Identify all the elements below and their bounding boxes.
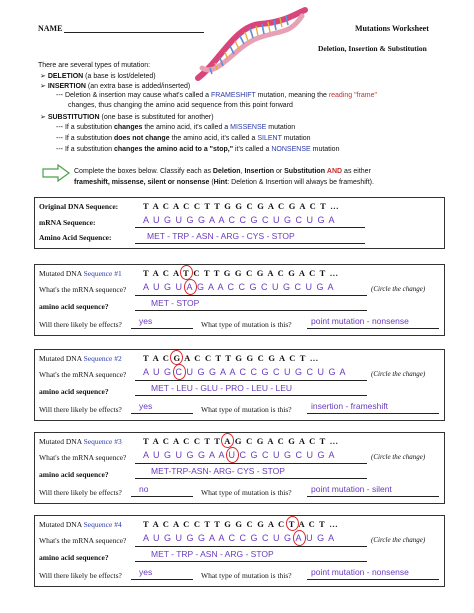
mutation-box: [34, 264, 445, 336]
name-blank[interactable]: [64, 32, 204, 33]
mrna-bases-after: G A A C C G C U G C U G A: [193, 282, 335, 292]
change-circle-icon: [184, 279, 197, 295]
nonsense-text-b: changes the amino acid to a "stop,": [113, 146, 234, 153]
intro-lead: There are several types of mutation:: [38, 62, 151, 69]
effects-blank: [131, 413, 193, 414]
mrna-answer[interactable]: [143, 533, 335, 543]
original-mrna-answer[interactable]: A U G U G G A A C C G C U G C U G A: [143, 215, 336, 225]
type-answer[interactable]: point mutation - nonsense: [311, 316, 409, 326]
mrna-changed-base: A: [187, 282, 194, 292]
dna-bases-after: A C T …: [295, 519, 339, 529]
mrna-answer[interactable]: [143, 282, 335, 292]
effects-question: Will there likely be effects?: [39, 405, 122, 414]
sequence-number: Sequence #4: [83, 520, 122, 529]
mutated-dna-text: Mutated DNA: [39, 520, 84, 529]
mrna-answer[interactable]: [143, 450, 336, 460]
instructions-or: or: [275, 168, 283, 175]
mutated-dna-text: Mutated DNA: [39, 354, 84, 363]
dna-changed-base: T: [289, 519, 296, 529]
effects-answer[interactable]: yes: [139, 316, 153, 326]
mrna-bases-after: U G G A A C C G C U G C U G A: [183, 367, 347, 377]
circle-change-note: (Circle the change): [371, 453, 426, 461]
mrna-changed-base: C: [176, 367, 184, 377]
name-label: NAME: [38, 24, 63, 33]
mrna-changed-base: U: [229, 450, 237, 460]
mrna-label: mRNA Sequence:: [39, 218, 96, 227]
instructions-types: frameshift, missense, silent or nonsense: [74, 179, 210, 186]
nonsense-line: [56, 146, 339, 153]
dna-changed-base: T: [183, 268, 190, 278]
mutated-dna-text: Mutated DNA: [39, 437, 84, 446]
aa-blank: [135, 310, 367, 311]
substitution-line: [40, 113, 214, 121]
reading-frame-term: reading "frame": [328, 92, 377, 99]
effects-blank: [131, 496, 193, 497]
type-blank: [307, 579, 439, 580]
original-dna-tail: …: [330, 201, 340, 211]
missense-term: MISSENSE: [230, 124, 267, 131]
missense-text-b: changes: [113, 124, 143, 131]
circle-change-note: (Circle the change): [371, 370, 426, 378]
type-blank: [307, 328, 439, 329]
sequence-number: Sequence #2: [83, 354, 122, 363]
mrna-bases-before: A U G U: [143, 282, 187, 292]
amino-acid-question: amino acid sequence?: [39, 470, 109, 479]
insertion-term: INSERTION: [47, 83, 86, 90]
instructions-substitution: Substitution: [284, 168, 325, 175]
frameshift-line: [56, 92, 377, 99]
type-question: What type of mutation is this?: [201, 320, 292, 329]
instructions-line1: Complete the boxes below. Classify each as Deletion, Insertion or Substitution AND as either: [74, 168, 371, 175]
dna-bases-before: T A C A C C T T: [143, 436, 225, 446]
mrna-blank: [135, 463, 367, 464]
amino-acid-answer[interactable]: MET-TRP-ASN- ARG- CYS - STOP: [151, 466, 285, 476]
amino-acid-question: amino acid sequence?: [39, 302, 109, 311]
frameshift-term: FRAMESHIFT: [211, 92, 256, 99]
mutation-box: [34, 515, 445, 587]
nonsense-text-a: --- If a substitution: [56, 146, 113, 153]
missense-line: [56, 124, 295, 131]
nonsense-text-c: it's called a: [235, 146, 270, 153]
mrna-bases-after: C G C U G C U G A: [236, 450, 336, 460]
nonsense-text-d: mutation: [312, 146, 340, 153]
amino-acid-question: amino acid sequence?: [39, 387, 109, 396]
frameshift-text-b: mutation, meaning the: [257, 92, 327, 99]
dna-bases-after: A C C T T G G C G A C T …: [181, 353, 320, 363]
silent-text-d: mutation: [283, 135, 311, 142]
missense-text-c: the amino acid, it's called a: [144, 124, 229, 131]
mrna-bases-before: A U G: [143, 367, 176, 377]
nonsense-term: NONSENSE: [271, 146, 311, 153]
dna-helix-icon: [190, 6, 310, 86]
aa-blank: [135, 478, 367, 479]
original-dna-sequence: [143, 201, 340, 211]
insertion-def: (an extra base is added/inserted): [87, 83, 191, 90]
deletion-def: (a base is lost/deleted): [85, 73, 156, 80]
mutated-dna-sequence: [143, 353, 319, 363]
instructions-text-a: Complete the boxes below. Classify each as: [74, 168, 211, 175]
mutated-dna-label: [39, 437, 122, 446]
silent-term: SILENT: [257, 135, 282, 142]
mrna-blank: [135, 227, 365, 228]
deletion-line: [40, 72, 156, 80]
original-sequence-box: [34, 197, 445, 249]
effects-question: Will there likely be effects?: [39, 488, 122, 497]
sequence-number: Sequence #1: [83, 269, 122, 278]
mrna-question: What's the mRNA sequence?: [39, 536, 127, 545]
frameshift-text-a: --- Deletion & insertion may cause what's called a: [56, 92, 210, 99]
type-answer[interactable]: insertion - frameshift: [311, 401, 388, 411]
amino-acid-label: Amino Acid Sequence:: [39, 233, 112, 242]
dna-bases-before: T A C: [143, 353, 174, 363]
circle-change-note: (Circle the change): [371, 285, 426, 293]
change-circle-icon: [173, 364, 186, 380]
mrna-bases-after: U G A: [302, 533, 336, 543]
mrna-question: What's the mRNA sequence?: [39, 285, 127, 294]
mrna-answer[interactable]: [143, 367, 347, 377]
effects-answer[interactable]: yes: [139, 401, 153, 411]
missense-text-a: --- If a substitution: [56, 124, 113, 131]
effects-blank: [131, 579, 193, 580]
instructions-text-b: as either: [344, 168, 371, 175]
effects-question: Will there likely be effects?: [39, 571, 122, 580]
effects-answer[interactable]: no: [139, 484, 149, 494]
mrna-blank: [135, 380, 367, 381]
change-circle-icon: [293, 530, 306, 546]
change-circle-icon: [286, 516, 299, 531]
mutated-dna-label: [39, 520, 122, 529]
mrna-question: What's the mRNA sequence?: [39, 370, 127, 379]
silent-text-c: the amino acid, it's called a: [171, 135, 256, 142]
aa-blank: [135, 395, 367, 396]
amino-acid-answer[interactable]: MET - TRP - ASN - ARG - STOP: [151, 549, 274, 559]
sequence-number: Sequence #3: [83, 437, 122, 446]
instructions-insertion: Insertion: [244, 168, 274, 175]
hint-label: Hint: [213, 179, 228, 186]
substitution-term: SUBSTITUTION: [47, 114, 100, 121]
aa-blank: [135, 561, 367, 562]
deletion-term: DELETION: [47, 73, 84, 80]
amino-acid-answer[interactable]: MET - STOP: [151, 298, 200, 308]
mutated-dna-sequence: [143, 519, 339, 529]
worksheet-title: Mutations Worksheet: [355, 24, 429, 33]
type-question: What type of mutation is this?: [201, 488, 292, 497]
dna-bases-before: T A C A: [143, 268, 184, 278]
original-aa-answer[interactable]: MET - TRP - ASN - ARG - CYS - STOP: [147, 231, 295, 241]
original-dna-label: Original DNA Sequence:: [39, 202, 119, 211]
change-circle-icon: [226, 447, 239, 463]
mutation-box: [34, 432, 445, 504]
arrow-bullet-icon: ➢: [40, 73, 46, 80]
missense-text-d: mutation: [268, 124, 296, 131]
mutated-dna-sequence: [143, 436, 339, 446]
mrna-bases-before: A U G U G G A A C C G C U G: [143, 533, 296, 543]
mrna-changed-base: A: [296, 533, 303, 543]
mutated-dna-sequence: [143, 268, 339, 278]
dna-changed-base: A: [224, 436, 231, 446]
mutated-dna-label: [39, 354, 122, 363]
type-answer[interactable]: point mutation - nonsense: [311, 567, 409, 577]
mutated-dna-text: Mutated DNA: [39, 269, 84, 278]
dna-bases-before: T A C A C C T T G G C G A C: [143, 519, 289, 529]
type-question: What type of mutation is this?: [201, 405, 292, 414]
arrow-bullet-icon: ➢: [40, 83, 46, 90]
mrna-bases-before: A U G U G G A A: [143, 450, 229, 460]
type-answer[interactable]: point mutation - silent: [311, 484, 392, 494]
type-blank: [307, 413, 439, 414]
instructions-and: AND: [326, 168, 343, 175]
mrna-blank: [135, 546, 367, 547]
effects-blank: [131, 328, 193, 329]
instructions-line2: frameshift, missense, silent or nonsense (Hint: Deletion & Insertion will always be frameshift).: [74, 179, 374, 186]
instructions-deletion: Deletion: [212, 168, 241, 175]
insertion-line: [40, 82, 190, 90]
silent-text-b: does not change: [113, 135, 170, 142]
type-question: What type of mutation is this?: [201, 571, 292, 580]
amino-acid-question: amino acid sequence?: [39, 553, 109, 562]
aa-blank: [135, 243, 365, 244]
dna-bases-after: G C G A C G A C T …: [231, 436, 340, 446]
circle-change-note: (Circle the change): [371, 536, 426, 544]
right-arrow-icon: [42, 164, 70, 182]
mutation-box: [34, 349, 445, 421]
effects-question: Will there likely be effects?: [39, 320, 122, 329]
worksheet-subtitle: Deletion, Insertion & Substitution: [318, 44, 427, 53]
substitution-def: (one base is substituted for another): [101, 114, 214, 121]
dna-changed-base: G: [173, 353, 181, 363]
mrna-question: What's the mRNA sequence?: [39, 453, 127, 462]
frameshift-line2: changes, thus changing the amino acid sequence from this point forward: [68, 102, 293, 109]
type-blank: [307, 496, 439, 497]
hint-text: : Deletion & Insertion will always be frameshift).: [227, 179, 374, 186]
dna-bases-after: C T T G G C G A C G A C T …: [190, 268, 340, 278]
arrow-bullet-icon: ➢: [40, 114, 46, 121]
original-dna-bases: T A C A C C T T G G C G A C G A C T: [143, 201, 327, 211]
mutated-dna-label: [39, 269, 122, 278]
effects-answer[interactable]: yes: [139, 567, 153, 577]
silent-text-a: --- If a substitution: [56, 135, 113, 142]
silent-line: [56, 135, 311, 142]
mrna-blank: [135, 295, 367, 296]
amino-acid-answer[interactable]: MET - LEU - GLU - PRO - LEU - LEU: [151, 383, 293, 393]
